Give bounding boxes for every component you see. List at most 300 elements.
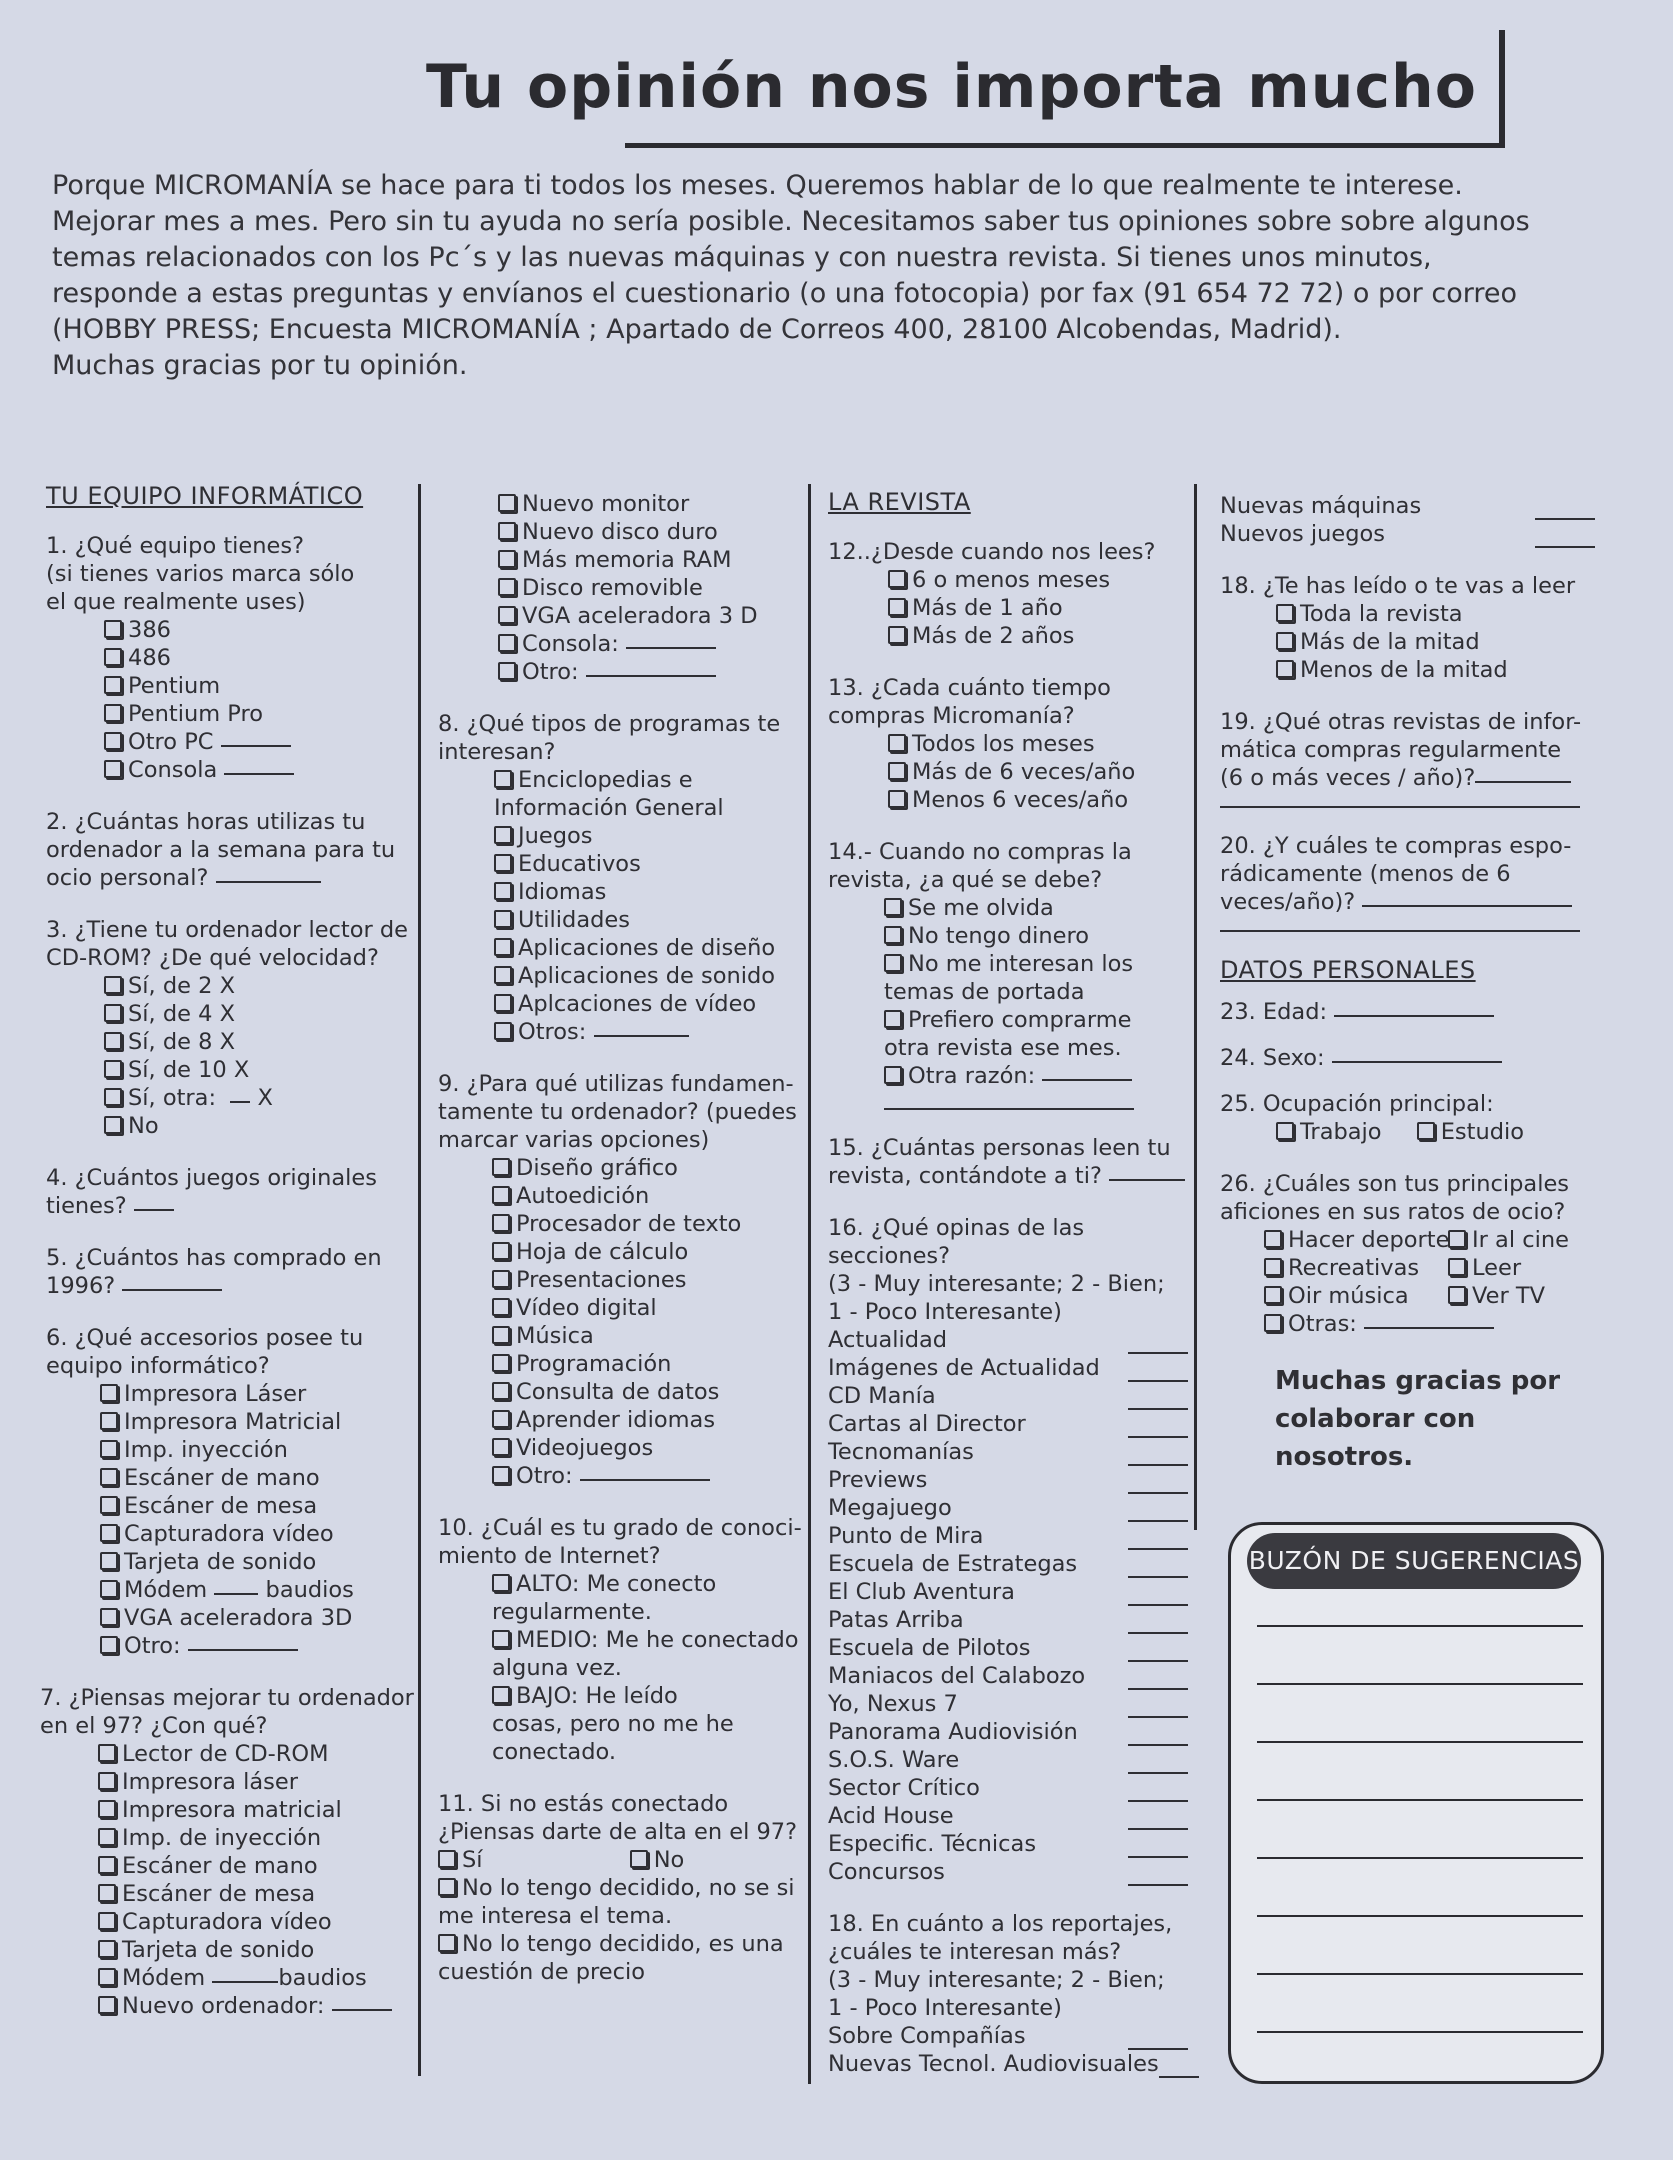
- checkbox-icon[interactable]: [888, 734, 906, 752]
- section-rating-row[interactable]: Acid House: [828, 1802, 1188, 1830]
- option-musica[interactable]: Oir música: [1264, 1282, 1448, 1310]
- section-rating-row[interactable]: Patas Arriba: [828, 1606, 1188, 1634]
- option-10x[interactable]: Sí, de 10 X: [104, 1056, 416, 1084]
- checkbox-icon[interactable]: [888, 626, 906, 644]
- option-no[interactable]: No: [630, 1847, 685, 1873]
- checkbox-icon[interactable]: [100, 1384, 118, 1402]
- checkbox-icon[interactable]: [1448, 1230, 1466, 1248]
- answer-line[interactable]: [1220, 792, 1580, 808]
- answer-blank[interactable]: [1128, 1407, 1188, 1410]
- answer-blank[interactable]: [1128, 1743, 1188, 1746]
- section-rating-row[interactable]: Megajuego: [828, 1494, 1188, 1522]
- option-4x[interactable]: Sí, de 4 X: [104, 1000, 416, 1028]
- checkbox-icon[interactable]: [100, 1552, 118, 1570]
- checkbox-icon[interactable]: [1276, 632, 1294, 650]
- answer-blank[interactable]: [1128, 1463, 1188, 1466]
- option-diseno-grafico[interactable]: Diseño gráfico: [492, 1154, 808, 1182]
- option-impresora-laser[interactable]: Impresora láser: [98, 1768, 416, 1796]
- option-otro-pc[interactable]: Otro PC: [104, 728, 416, 756]
- option-lector-cd[interactable]: Lector de CD-ROM: [98, 1740, 416, 1768]
- checkbox-icon[interactable]: [100, 1440, 118, 1458]
- option-cine[interactable]: Ir al cine: [1448, 1227, 1569, 1253]
- question-text: 19. ¿Qué otras revistas de infor- mática compras regularmente (6 o más veces / año)?: [1220, 709, 1582, 791]
- option-consulta-datos[interactable]: Consulta de datos: [492, 1378, 808, 1406]
- option-estudio[interactable]: Estudio: [1417, 1119, 1524, 1145]
- checkbox-icon[interactable]: [498, 522, 516, 540]
- option-otra[interactable]: Sí, otra: X: [104, 1084, 416, 1112]
- checkbox-icon[interactable]: [888, 762, 906, 780]
- option-mas-6[interactable]: Más de 6 veces/año: [888, 758, 1198, 786]
- option-alto-cont: regularmente.: [492, 1599, 652, 1625]
- section-rating-row[interactable]: Escuela de Estrategas: [828, 1550, 1188, 1578]
- checkbox-icon[interactable]: [492, 1242, 510, 1260]
- answer-blank[interactable]: [1128, 1715, 1188, 1718]
- answer-blank[interactable]: [216, 880, 321, 883]
- question-text: 9. ¿Para qué utilizas fundamen- tamente tu ordenador? (puedes marcar varias opciones): [438, 1071, 797, 1153]
- option-medio[interactable]: MEDIO: Me he conectado: [492, 1626, 808, 1654]
- option-video[interactable]: Aplcaciones de vídeo: [494, 990, 808, 1018]
- option-menos-6[interactable]: Menos 6 veces/año: [888, 786, 1198, 814]
- option-escaner-mesa[interactable]: Escáner de mesa: [98, 1880, 416, 1908]
- checkbox-icon[interactable]: [492, 1382, 510, 1400]
- checkbox-icon[interactable]: [104, 1004, 122, 1022]
- option-impresora-matricial[interactable]: Impresora matricial: [98, 1796, 416, 1824]
- option-portada[interactable]: No me interesan los: [884, 950, 1198, 978]
- checkbox-icon[interactable]: [1264, 1230, 1282, 1248]
- question-text: 13. ¿Cada cuánto tiempo compras Micromanía?: [828, 675, 1111, 729]
- option-capturadora[interactable]: Capturadora vídeo: [98, 1908, 416, 1936]
- answer-blank[interactable]: [212, 1980, 278, 1983]
- option-escaner-mesa[interactable]: Escáner de mesa: [100, 1492, 416, 1520]
- question-9: [438, 1070, 808, 1490]
- answer-blank[interactable]: [1128, 1883, 1188, 1886]
- checkbox-icon[interactable]: [100, 1468, 118, 1486]
- checkbox-icon[interactable]: [104, 760, 122, 778]
- option-no-decidido-precio[interactable]: No lo tengo decidido, es una: [438, 1930, 808, 1958]
- option-autoedicion[interactable]: Autoedición: [492, 1182, 808, 1210]
- answer-blank[interactable]: [1128, 1631, 1188, 1634]
- answer-blank[interactable]: [1128, 1603, 1188, 1606]
- answer-blank[interactable]: [214, 1592, 258, 1595]
- checkbox-icon[interactable]: [98, 1772, 116, 1790]
- checkbox-icon[interactable]: [438, 1850, 456, 1868]
- checkbox-icon[interactable]: [884, 898, 902, 916]
- option-otro[interactable]: Otro:: [492, 1462, 808, 1490]
- suggestion-line[interactable]: [1257, 1915, 1583, 1917]
- section-rating-row[interactable]: Maniacos del Calabozo: [828, 1662, 1188, 1690]
- answer-blank[interactable]: [1128, 1771, 1188, 1774]
- checkbox-icon[interactable]: [492, 1410, 510, 1428]
- section-rating-row[interactable]: Escuela de Pilotos: [828, 1634, 1188, 1662]
- report-rating-row[interactable]: Nuevos juegos: [1220, 520, 1595, 548]
- option-2-anos[interactable]: Más de 2 años: [888, 622, 1198, 650]
- option-bajo[interactable]: BAJO: He leído: [492, 1682, 808, 1710]
- checkbox-icon[interactable]: [498, 578, 516, 596]
- checkbox-icon[interactable]: [498, 662, 516, 680]
- checkbox-icon[interactable]: [492, 1438, 510, 1456]
- option-bajo-cont: conectado.: [492, 1739, 617, 1765]
- option-inyeccion[interactable]: Imp. de inyección: [98, 1824, 416, 1852]
- checkbox-icon[interactable]: [494, 966, 512, 984]
- question-text: 5. ¿Cuántos has comprado en 1996?: [46, 1245, 382, 1299]
- answer-blank[interactable]: [1128, 1379, 1188, 1382]
- option-todos-meses[interactable]: Todos los meses: [888, 730, 1198, 758]
- answer-blank[interactable]: [626, 646, 716, 649]
- answer-blank[interactable]: [221, 744, 291, 747]
- option-diseno[interactable]: Aplicaciones de diseño: [494, 934, 808, 962]
- option-juegos[interactable]: Juegos: [494, 822, 808, 850]
- option-idiomas[interactable]: Idiomas: [494, 878, 808, 906]
- option-no[interactable]: No: [104, 1112, 416, 1140]
- answer-blank[interactable]: [1042, 1078, 1132, 1081]
- question-18b: [1220, 572, 1595, 684]
- option-dinero[interactable]: No tengo dinero: [884, 922, 1198, 950]
- question-text: 15. ¿Cuántas personas leen tu revista, contándote a ti?: [828, 1135, 1171, 1189]
- answer-blank[interactable]: [1128, 1435, 1188, 1438]
- checkbox-icon[interactable]: [100, 1608, 118, 1626]
- answer-blank[interactable]: [134, 1208, 174, 1211]
- checkbox-icon[interactable]: [498, 494, 516, 512]
- checkbox-icon[interactable]: [492, 1574, 510, 1592]
- checkbox-icon[interactable]: [630, 1850, 648, 1868]
- option-consola[interactable]: Consola:: [498, 630, 808, 658]
- checkbox-icon[interactable]: [1264, 1258, 1282, 1276]
- option-hoja-calculo[interactable]: Hoja de cálculo: [492, 1238, 808, 1266]
- section-rating-row[interactable]: Panorama Audiovisión: [828, 1718, 1188, 1746]
- checkbox-icon[interactable]: [492, 1686, 510, 1704]
- checkbox-icon[interactable]: [98, 1968, 116, 1986]
- report-rating-row[interactable]: Sobre Compañías: [828, 2022, 1188, 2050]
- question-text: 1. ¿Qué equipo tienes? (si tienes varios marca sólo el que realmente uses): [46, 533, 355, 615]
- column-datos: [1220, 492, 1595, 1476]
- intro-line: temas relacionados con los Pc´s y las nuevas máquinas y con nuestra revista. Si tienes unos minutos,: [52, 242, 1432, 273]
- checkbox-icon[interactable]: [98, 1828, 116, 1846]
- intro-line: (HOBBY PRESS; Encuesta MICROMANÍA ; Apartado de Correos 400, 28100 Alcobendas, Madrid).: [52, 314, 1342, 345]
- question-23: 23. Edad:: [1220, 998, 1595, 1026]
- option-capturadora[interactable]: Capturadora vídeo: [100, 1520, 416, 1548]
- question-text: 2. ¿Cuántas horas utilizas tu ordenador a la semana para tu ocio personal?: [46, 809, 396, 891]
- checkbox-icon[interactable]: [494, 910, 512, 928]
- answer-blank[interactable]: [1128, 1575, 1188, 1578]
- checkbox-icon[interactable]: [100, 1524, 118, 1542]
- title-block: [426, 30, 1505, 148]
- intro-line: Porque MICROMANÍA se hace para ti todos los meses. Queremos hablar de lo que realmente te interese.: [52, 170, 1463, 201]
- answer-blank[interactable]: [1128, 1351, 1188, 1354]
- checkbox-icon[interactable]: [494, 826, 512, 844]
- checkbox-icon[interactable]: [104, 1088, 122, 1106]
- question-text: 3. ¿Tiene tu ordenador lector de CD-ROM? ¿De qué velocidad?: [46, 917, 409, 971]
- option-musica[interactable]: Música: [492, 1322, 808, 1350]
- answer-blank[interactable]: [122, 1288, 222, 1291]
- option-8x[interactable]: Sí, de 8 X: [104, 1028, 416, 1056]
- question-11: [438, 1790, 808, 1986]
- section-rating-row[interactable]: Sector Crítico: [828, 1774, 1188, 1802]
- option-disco-removible[interactable]: Disco removible: [498, 574, 808, 602]
- option-inyeccion[interactable]: Imp. inyección: [100, 1436, 416, 1464]
- checkbox-icon[interactable]: [104, 732, 122, 750]
- option-otro[interactable]: Otro:: [498, 658, 808, 686]
- question-20: [1220, 832, 1595, 932]
- suggestion-line[interactable]: [1257, 1683, 1583, 1685]
- option-menos-mitad[interactable]: Menos de la mitad: [1276, 656, 1595, 684]
- answer-line[interactable]: [884, 1094, 1134, 1110]
- checkbox-icon[interactable]: [100, 1580, 118, 1598]
- checkbox-icon[interactable]: [1276, 1122, 1294, 1140]
- checkbox-icon[interactable]: [1448, 1286, 1466, 1304]
- question-text: 26. ¿Cuáles son tus principales aficiones en sus ratos de ocio?: [1220, 1171, 1570, 1225]
- checkbox-icon[interactable]: [104, 704, 122, 722]
- question-26: [1220, 1170, 1595, 1338]
- checkbox-icon[interactable]: [1264, 1286, 1282, 1304]
- answer-blank[interactable]: [224, 772, 294, 775]
- checkbox-icon[interactable]: [438, 1878, 456, 1896]
- option-pentium[interactable]: Pentium: [104, 672, 416, 700]
- checkbox-icon[interactable]: [888, 570, 906, 588]
- option-escaner-mano[interactable]: Escáner de mano: [98, 1852, 416, 1880]
- option-video-digital[interactable]: Vídeo digital: [492, 1294, 808, 1322]
- suggestion-line[interactable]: [1257, 1799, 1583, 1801]
- checkbox-icon[interactable]: [492, 1354, 510, 1372]
- question-text: 12..¿Desde cuando nos lees?: [828, 539, 1156, 565]
- checkbox-icon[interactable]: [494, 770, 512, 788]
- checkbox-icon[interactable]: [100, 1636, 118, 1654]
- answer-blank[interactable]: [1128, 1519, 1188, 1522]
- answer-blank[interactable]: [1109, 1178, 1185, 1181]
- option-sonido[interactable]: Aplicaciones de sonido: [494, 962, 808, 990]
- option-nuevo-disco[interactable]: Nuevo disco duro: [498, 518, 808, 546]
- checkbox-icon[interactable]: [104, 1116, 122, 1134]
- answer-blank[interactable]: [1128, 1547, 1188, 1550]
- option-videojuegos[interactable]: Videojuegos: [492, 1434, 808, 1462]
- question-text: 11. Si no estás conectado ¿Piensas darte de alta en el 97?: [438, 1791, 798, 1845]
- answer-blank[interactable]: [1364, 1326, 1494, 1329]
- option-no-decidido-interes[interactable]: No lo tengo decidido, no se si: [438, 1874, 808, 1902]
- option-nuevo-ordenador[interactable]: Nuevo ordenador:: [98, 1992, 416, 2020]
- checkbox-icon[interactable]: [494, 994, 512, 1012]
- answer-blank[interactable]: [1128, 1855, 1188, 1858]
- report-rating-row[interactable]: Nuevas máquinas: [1220, 492, 1595, 520]
- checkbox-icon[interactable]: [98, 1940, 116, 1958]
- checkbox-icon[interactable]: [1276, 660, 1294, 678]
- option-impresora-laser[interactable]: Impresora Láser: [100, 1380, 416, 1408]
- option-2x[interactable]: Sí, de 2 X: [104, 972, 416, 1000]
- answer-blank[interactable]: [1128, 1659, 1188, 1662]
- option-si[interactable]: Sí: [438, 1847, 483, 1873]
- answer-blank[interactable]: [594, 1034, 689, 1037]
- section-rating-row[interactable]: El Club Aventura: [828, 1578, 1188, 1606]
- question-text: 10. ¿Cuál es tu grado de conoci- miento de Internet?: [438, 1515, 802, 1569]
- section-rating-row[interactable]: CD Manía: [828, 1382, 1188, 1410]
- section-rating-row[interactable]: Punto de Mira: [828, 1522, 1188, 1550]
- option-otras[interactable]: Otras:: [1264, 1310, 1595, 1338]
- checkbox-icon[interactable]: [98, 1996, 116, 2014]
- checkbox-icon[interactable]: [98, 1912, 116, 1930]
- checkbox-icon[interactable]: [888, 598, 906, 616]
- checkbox-icon[interactable]: [498, 634, 516, 652]
- option-nuevo-monitor[interactable]: Nuevo monitor: [498, 490, 808, 518]
- suggestion-line[interactable]: [1257, 2031, 1583, 2033]
- question-4: [46, 1164, 416, 1220]
- option-386[interactable]: 386: [104, 616, 416, 644]
- option-modem[interactable]: Módem baudios: [98, 1964, 416, 1992]
- section-rating-row[interactable]: Tecnomanías: [828, 1438, 1188, 1466]
- checkbox-icon[interactable]: [1417, 1122, 1435, 1140]
- answer-blank[interactable]: [1128, 1827, 1188, 1830]
- checkbox-icon[interactable]: [498, 606, 516, 624]
- question-8: [438, 710, 808, 1046]
- checkbox-icon[interactable]: [104, 648, 122, 666]
- checkbox-icon[interactable]: [104, 976, 122, 994]
- answer-blank[interactable]: [230, 1100, 250, 1103]
- checkbox-icon[interactable]: [1276, 604, 1294, 622]
- option-leer[interactable]: Leer: [1448, 1255, 1521, 1281]
- option-recreativas[interactable]: Recreativas: [1264, 1254, 1448, 1282]
- checkbox-icon[interactable]: [100, 1412, 118, 1430]
- question-5: [46, 1244, 416, 1300]
- section-rating-row[interactable]: Yo, Nexus 7: [828, 1690, 1188, 1718]
- answer-blank[interactable]: [1535, 517, 1595, 520]
- section-rating-row[interactable]: Especific. Técnicas: [828, 1830, 1188, 1858]
- option-pentium-pro[interactable]: Pentium Pro: [104, 700, 416, 728]
- checkbox-icon[interactable]: [492, 1214, 510, 1232]
- option-tarjeta-sonido[interactable]: Tarjeta de sonido: [98, 1936, 416, 1964]
- section-rating-row[interactable]: Cartas al Director: [828, 1410, 1188, 1438]
- option-modem[interactable]: Módem baudios: [100, 1576, 416, 1604]
- checkbox-icon[interactable]: [492, 1158, 510, 1176]
- checkbox-icon[interactable]: [104, 676, 122, 694]
- option-aprender-idiomas[interactable]: Aprender idiomas: [492, 1406, 808, 1434]
- option-6-meses[interactable]: 6 o menos meses: [888, 566, 1198, 594]
- option-enciclopedias[interactable]: Enciclopedias e: [494, 766, 808, 794]
- checkbox-icon[interactable]: [494, 938, 512, 956]
- option-otra-razon[interactable]: Otra razón:: [884, 1062, 1198, 1090]
- checkbox-icon[interactable]: [104, 1032, 122, 1050]
- answer-line[interactable]: [1220, 916, 1580, 932]
- question-2: [46, 808, 416, 892]
- option-alto[interactable]: ALTO: Me conecto: [492, 1570, 808, 1598]
- checkbox-icon[interactable]: [100, 1496, 118, 1514]
- checkbox-icon[interactable]: [884, 1010, 902, 1028]
- answer-blank[interactable]: [1535, 545, 1595, 548]
- checkbox-icon[interactable]: [494, 854, 512, 872]
- checkbox-icon[interactable]: [884, 926, 902, 944]
- option-educativos[interactable]: Educativos: [494, 850, 808, 878]
- answer-blank[interactable]: [1159, 2075, 1199, 2078]
- section-rating-row[interactable]: Concursos: [828, 1858, 1188, 1886]
- checkbox-icon[interactable]: [494, 882, 512, 900]
- option-vga[interactable]: VGA aceleradora 3 D: [498, 602, 808, 630]
- suggestion-line[interactable]: [1257, 1857, 1583, 1859]
- checkbox-icon[interactable]: [492, 1298, 510, 1316]
- column-divider: [808, 484, 811, 2084]
- answer-blank[interactable]: [586, 674, 716, 677]
- checkbox-icon[interactable]: [98, 1856, 116, 1874]
- question-10: [438, 1514, 808, 1766]
- answer-blank[interactable]: [1128, 1799, 1188, 1802]
- option-escaner-mano[interactable]: Escáner de mano: [100, 1464, 416, 1492]
- section-rating-row[interactable]: Imágenes de Actualidad: [828, 1354, 1188, 1382]
- option-mas-mitad[interactable]: Más de la mitad: [1276, 628, 1595, 656]
- option-programacion[interactable]: Programación: [492, 1350, 808, 1378]
- checkbox-icon[interactable]: [492, 1186, 510, 1204]
- option-olvida[interactable]: Se me olvida: [884, 894, 1198, 922]
- option-cont: temas de portada: [884, 979, 1085, 1005]
- section-title-revista: LA REVISTA: [828, 488, 971, 516]
- option-486[interactable]: 486: [104, 644, 416, 672]
- section-rating-row[interactable]: Previews: [828, 1466, 1188, 1494]
- question-15: [828, 1134, 1198, 1190]
- option-presentaciones[interactable]: Presentaciones: [492, 1266, 808, 1294]
- option-procesador[interactable]: Procesador de texto: [492, 1210, 808, 1238]
- age-field[interactable]: [1334, 1014, 1494, 1017]
- option-otros[interactable]: Otros:: [494, 1018, 808, 1046]
- suggestion-line[interactable]: [1257, 1741, 1583, 1743]
- checkbox-icon[interactable]: [98, 1884, 116, 1902]
- checkbox-icon[interactable]: [492, 1466, 510, 1484]
- question-13: [828, 674, 1198, 814]
- option-tv[interactable]: Ver TV: [1448, 1283, 1545, 1309]
- checkbox-icon[interactable]: [884, 1066, 902, 1084]
- option-toda[interactable]: Toda la revista: [1276, 600, 1595, 628]
- answer-blank[interactable]: [1475, 780, 1571, 783]
- checkbox-icon[interactable]: [1264, 1314, 1282, 1332]
- checkbox-icon[interactable]: [1448, 1258, 1466, 1276]
- column-programas: [438, 490, 808, 2010]
- section-rating-row[interactable]: S.O.S. Ware: [828, 1746, 1188, 1774]
- section-title-datos: DATOS PERSONALES: [1220, 956, 1476, 984]
- answer-blank[interactable]: [188, 1648, 298, 1651]
- checkbox-icon[interactable]: [494, 1022, 512, 1040]
- checkbox-icon[interactable]: [498, 550, 516, 568]
- checkbox-icon[interactable]: [884, 954, 902, 972]
- option-otro[interactable]: Otro:: [100, 1632, 416, 1660]
- option-trabajo[interactable]: Trabajo: [1276, 1119, 1382, 1145]
- checkbox-icon[interactable]: [492, 1270, 510, 1288]
- option-tarjeta-sonido[interactable]: Tarjeta de sonido: [100, 1548, 416, 1576]
- checkbox-icon[interactable]: [492, 1326, 510, 1344]
- checkbox-icon[interactable]: [104, 620, 122, 638]
- option-otra-revista[interactable]: Prefiero comprarme: [884, 1006, 1198, 1034]
- report-rating-row[interactable]: Nuevas Tecnol. Audiovisuales: [828, 2050, 1188, 2078]
- suggestion-line[interactable]: [1257, 1625, 1583, 1627]
- option-impresora-matricial[interactable]: Impresora Matricial: [100, 1408, 416, 1436]
- answer-blank[interactable]: [1128, 1491, 1188, 1494]
- sex-field[interactable]: [1332, 1060, 1502, 1063]
- suggestion-line[interactable]: [1257, 1973, 1583, 1975]
- checkbox-icon[interactable]: [888, 790, 906, 808]
- question-text: 18. ¿Te has leído o te vas a leer: [1220, 573, 1576, 599]
- option-vga[interactable]: VGA aceleradora 3D: [100, 1604, 416, 1632]
- answer-blank[interactable]: [1128, 1687, 1188, 1690]
- checkbox-icon[interactable]: [98, 1800, 116, 1818]
- answer-blank[interactable]: [1362, 904, 1572, 907]
- page-title: Tu opinión nos importa mucho: [426, 52, 1477, 122]
- option-ram[interactable]: Más memoria RAM: [498, 546, 808, 574]
- option-deporte[interactable]: Hacer deporte: [1264, 1226, 1448, 1254]
- answer-blank[interactable]: [332, 2008, 392, 2011]
- checkbox-icon[interactable]: [98, 1744, 116, 1762]
- question-text: 18. En cuánto a los reportajes, ¿cuáles te interesan más? (3 - Muy interesante; 2 - Bien; 1 - Poco Interesante): [828, 1911, 1173, 2021]
- option-consola[interactable]: Consola: [104, 756, 416, 784]
- checkbox-icon[interactable]: [438, 1934, 456, 1952]
- checkbox-icon[interactable]: [104, 1060, 122, 1078]
- option-utilidades[interactable]: Utilidades: [494, 906, 808, 934]
- question-19: [1220, 708, 1595, 808]
- option-1-ano[interactable]: Más de 1 año: [888, 594, 1198, 622]
- checkbox-icon[interactable]: [492, 1630, 510, 1648]
- answer-blank[interactable]: [580, 1478, 710, 1481]
- section-rating-row[interactable]: Actualidad: [828, 1326, 1188, 1354]
